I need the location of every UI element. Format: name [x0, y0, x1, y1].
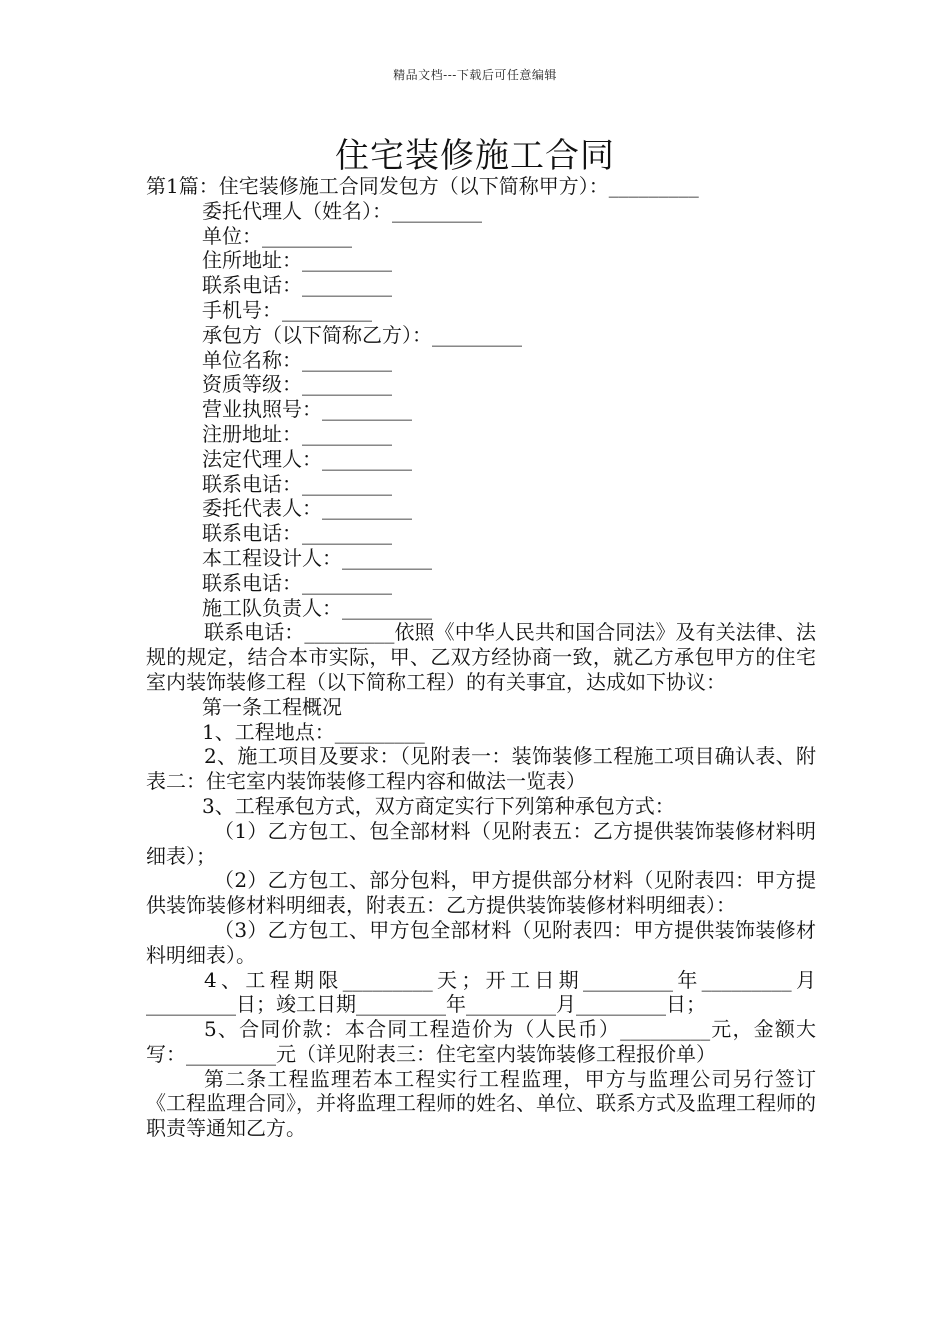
item-3-option-1: （1）乙方包工、包全部材料（见附表五：乙方提供装饰装修材料明细表）； — [146, 818, 816, 868]
field-team-leader: 施工队负责人：_________ — [202, 595, 432, 620]
field-license-no: 营业执照号：_________ — [202, 397, 412, 422]
item-4-schedule: 4、工程期限_________天；开工日期_________年_________月_________日；竣工日期_________年_________月_________日； — [146, 967, 816, 1017]
field-phone: 联系电话：_________ — [202, 570, 392, 595]
item-5-contract-price: 5、合同价款：本合同工程造价为（人民币）_________元，金额大写：_________元（详见附表三：住宅室内装饰装修工程报价单） — [146, 1017, 816, 1066]
field-phone: 联系电话：_________ — [202, 471, 392, 496]
field-mobile: 手机号：_________ — [202, 297, 372, 322]
item-3-contract-mode: 3、工程承包方式，双方商定实行下列第种承包方式： — [202, 793, 675, 818]
field-agent-name: 委托代理人（姓名）：_________ — [202, 198, 482, 223]
field-registered-address: 注册地址：_________ — [202, 421, 392, 446]
field-address: 住所地址：_________ — [202, 248, 392, 273]
field-phone: 联系电话：_________ — [202, 521, 392, 546]
item-3-option-2: （2）乙方包工、部分包料，甲方提供部分材料（见附表四：甲方提供装饰装修材料明细表，附表五：乙方提供装饰装修材料明细表）： — [146, 868, 816, 918]
item-3-option-3: （3）乙方包工、甲方包全部材料（见附表四：甲方提供装饰装修材料明细表）。 — [146, 917, 816, 967]
article-1-title: 第一条工程概况 — [202, 694, 342, 719]
article-2-supervision: 第二条工程监理若本工程实行工程监理，甲方与监理公司另行签订《工程监理合同》，并将监理工程师的姓名、单位、联系方式及监理工程师的职责等通知乙方。 — [146, 1066, 816, 1141]
field-legal-representative: 法定代理人：_________ — [202, 446, 412, 471]
field-authorized-representative: 委托代表人：_________ — [202, 496, 412, 521]
field-company-name: 单位名称：_________ — [202, 347, 392, 372]
field-phone: 联系电话：_________ — [202, 273, 392, 298]
page-header-note: 精品文档---下载后可任意编辑 — [393, 68, 557, 82]
field-unit: 单位：_________ — [202, 223, 352, 248]
field-party-a: 第1篇：住宅装修施工合同发包方（以下简称甲方）：_________ — [146, 174, 699, 198]
item-1-location: 1、工程地点：_________ — [202, 719, 425, 744]
document-body — [146, 174, 816, 1141]
intro-paragraph: 联系电话：_________依照《中华人民共和国合同法》及有关法律、法规的规定，结合本市实际，甲、乙双方经协商一致，就乙方承包甲方的住宅室内装饰装修工程（以下简称工程）的有关事宜，达成如下协议： — [146, 620, 816, 694]
item-2-project-requirements: 2、施工项目及要求：（见附表一：装饰装修工程施工项目确认表、附表二：住宅室内装饰装修工程内容和做法一览表） — [146, 744, 816, 794]
field-qualification: 资质等级：_________ — [202, 372, 392, 397]
document-title: 住宅装修施工合同 — [335, 136, 615, 176]
field-party-b: 承包方（以下简称乙方）：_________ — [202, 322, 522, 347]
field-designer: 本工程设计人：_________ — [202, 545, 432, 570]
